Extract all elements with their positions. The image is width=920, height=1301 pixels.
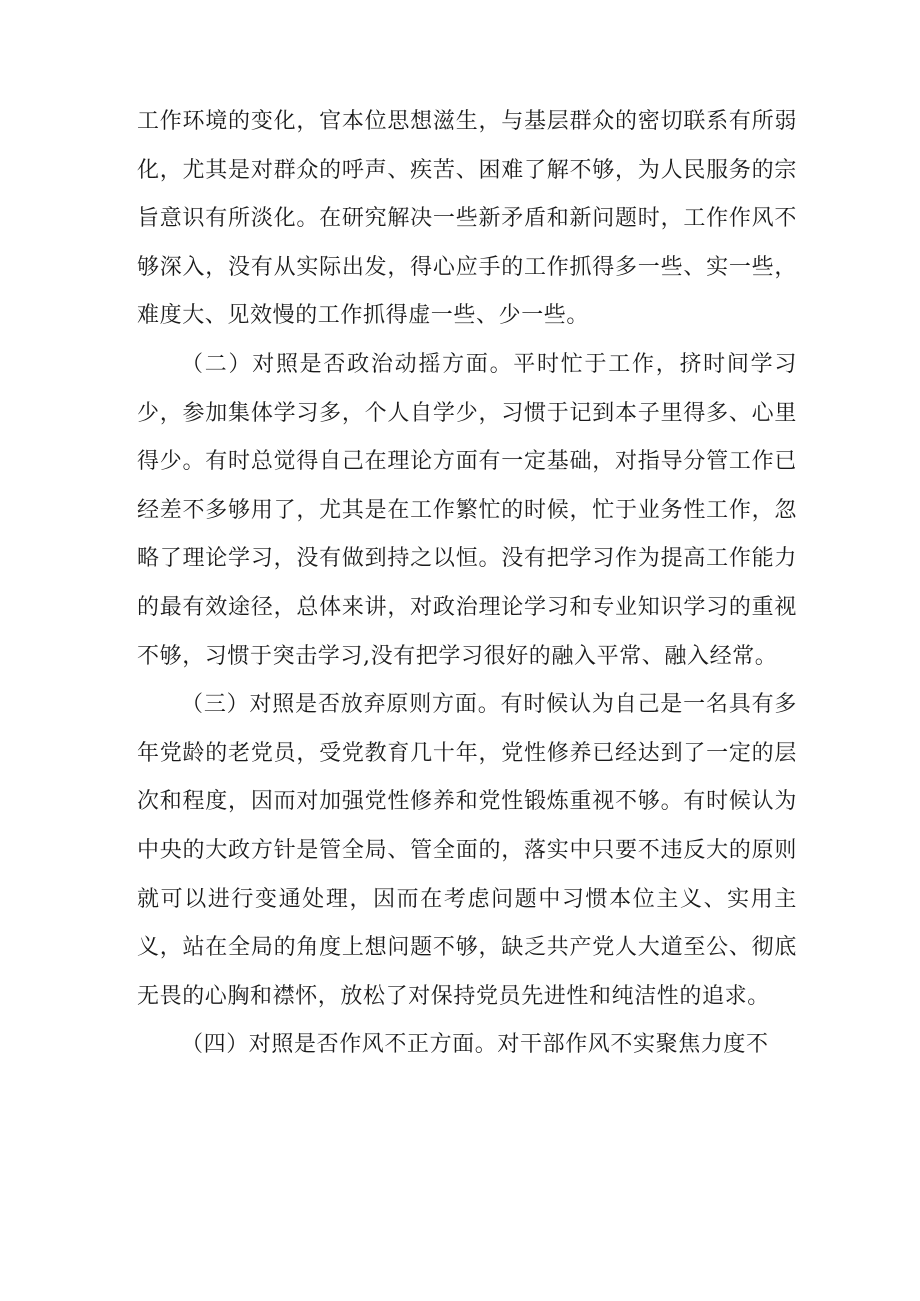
paragraph-1: 工作环境的变化，官本位思想滋生，与基层群众的密切联系有所弱化，尤其是对群众的呼声、疾苦、困难了解不够，为人民服务的宗旨意识有所淡化。在研究解决一些新矛盾和新问题时，工作作风不够深入，没有从实际出发，得心应手的工作抓得多一些、实一些，难度大、见效慢的工作抓得虚一些、少一些。 bbox=[137, 109, 797, 329]
paragraph-3: （三）对照是否放弃原则方面。有时候认为自己是一名具有多年党龄的老党员，受党教育几十年，党性修养已经达到了一定的层次和程度，因而对加强党性修养和党性锻炼重视不够。有时候认为中央的大政方针是管全局、管全面的，落实中只要不违反大的原则就可以进行变通处理，因而在考虑问题中习惯本位主义、实用主义，站在全局的角度上想问题不够，缺乏共产党人大道至公、彻底无畏的心胸和襟怀，放松了对保持党员先进性和纯洁性的追求。 bbox=[137, 692, 797, 1009]
paragraph-2: （二）对照是否政治动摇方面。平时忙于工作，挤时间学习少，参加集体学习多，个人自学少，习惯于记到本子里得多、心里得少。有时总觉得自己在理论方面有一定基础，对指导分管工作已经差不多够用了，尤其是在工作繁忙的时候，忙于业务性工作，忽略了理论学习，没有做到持之以恒。没有把学习作为提高工作能力的最有效途径，总体来讲，对政治理论学习和专业知识学习的重视不够，习惯于突击学习,没有把学习很好的融入平常、融入经常。 bbox=[137, 351, 797, 669]
paragraph-4: （四）对照是否作风不正方面。对干部作风不实聚焦力度不 bbox=[181, 1032, 769, 1058]
document-body bbox=[137, 98, 797, 1070]
